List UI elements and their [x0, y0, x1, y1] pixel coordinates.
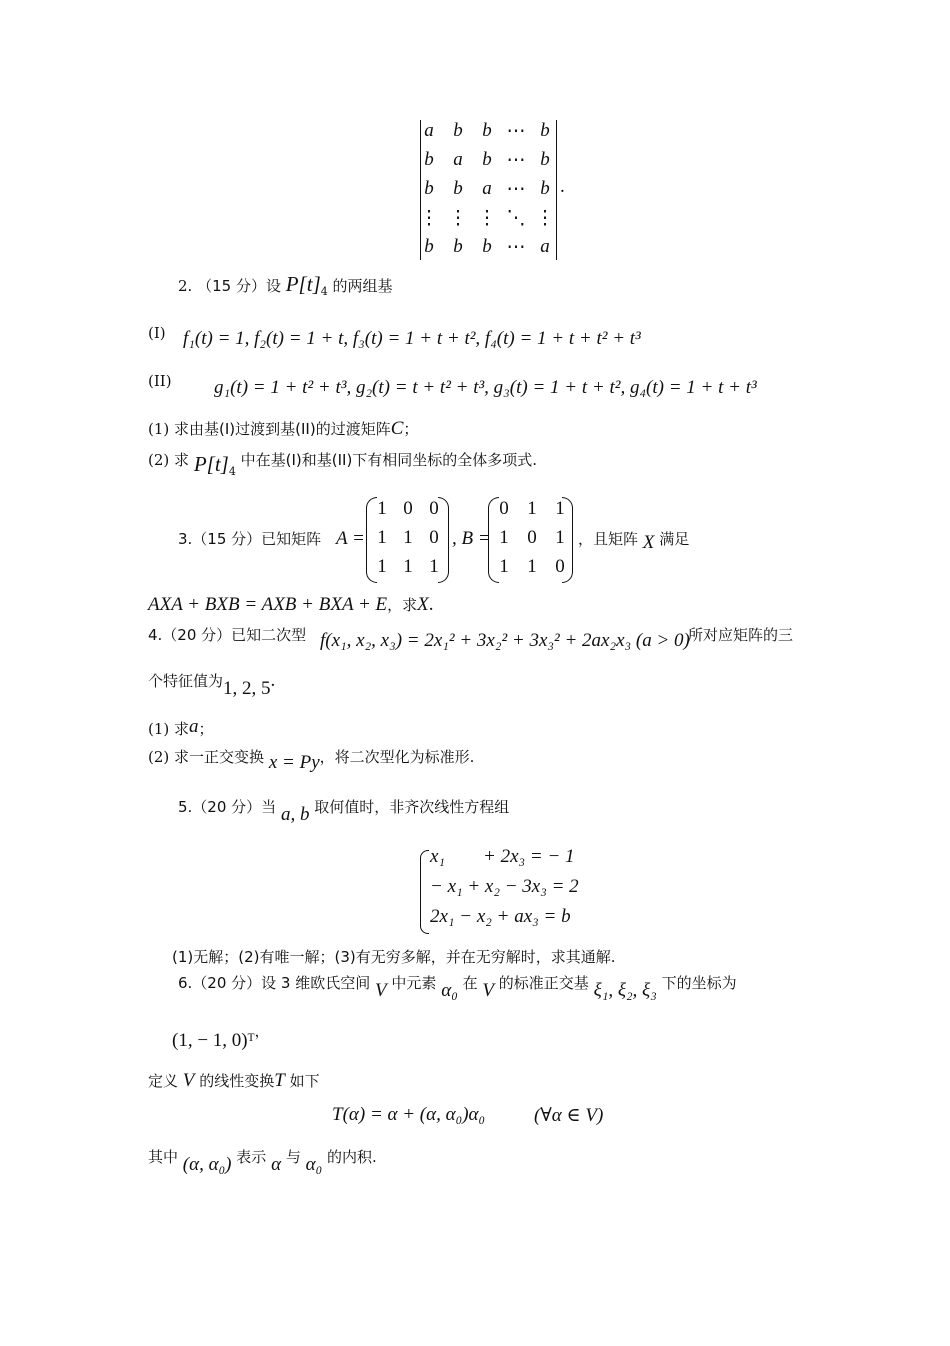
matrix-cell: 1: [403, 556, 413, 577]
q5-eq3: 2x₁ − x₂ + ax₃ = b: [430, 906, 571, 927]
q4-header-tail: 所对应矩阵的三: [688, 626, 794, 644]
q2-basis2-label: (II): [148, 372, 172, 390]
q2-header: 2. （15 分）设 $P[t]_4$ 的两组基: [178, 272, 393, 298]
matrix-cell: 1: [527, 498, 537, 519]
q6-coord-line: (1, − 1, 0)ᵀ，: [172, 1022, 270, 1051]
q2-space: P[t]: [285, 272, 321, 296]
q4-part2: (2) 求一正交变换 x = Py，将二次型化为标准形.: [148, 748, 475, 773]
det-cell: ⋯: [506, 150, 526, 171]
det-cell: a: [424, 120, 434, 141]
det-cell: ⋮: [419, 208, 439, 229]
det-period: .: [560, 176, 565, 197]
q5-brace: [420, 850, 429, 934]
det-cell: b: [424, 178, 434, 199]
det-cell: b: [482, 149, 492, 170]
det-cell: b: [424, 149, 434, 170]
det-cell: b: [540, 120, 550, 141]
determinant: [418, 118, 578, 263]
det-cell: ⋱: [506, 208, 526, 229]
det-cell: ⋯: [506, 179, 526, 200]
matrix-cell: 1: [499, 527, 509, 548]
det-cell: b: [482, 236, 492, 257]
matrix-cell: 1: [555, 527, 565, 548]
q3-equation-line: AXA + BXB = AXB + BXA + E，求X.: [148, 594, 434, 615]
matrix-cell: 0: [527, 527, 537, 548]
det-cell: ⋯: [506, 237, 526, 258]
matrix-cell: 1: [377, 527, 387, 548]
det-cell: ⋮: [477, 208, 497, 229]
q6-formula: T(α) = α + (α, α₀)α₀: [332, 1104, 486, 1125]
q6-header: 6.（20 分）设 3 维欧氏空间 V 中元素 α₀ 在 V 的标准正交基 ξ₁, ξ₂, ξ₃ 下的坐标为: [178, 974, 737, 1001]
q3-b-label: , B =: [452, 528, 491, 549]
matrix-cell: 0: [429, 498, 439, 519]
det-cell: ⋯: [506, 121, 526, 142]
q4-part1: (1) 求a；: [148, 716, 214, 738]
det-cell: a: [540, 236, 550, 257]
q5-header: 5.（20 分）当 a, b 取何值时，非齐次线性方程组: [178, 798, 510, 825]
q3-a-label: A =: [336, 528, 365, 549]
q5-parts: (1)无解；(2)有唯一解；(3)有无穷多解，并在无穷解时，求其通解.: [172, 948, 616, 966]
q5-eq1: x₁ + 2x₃ = − 1: [430, 846, 575, 867]
q3-header: 3.（15 分）已知矩阵: [178, 530, 322, 548]
matrix-cell: 1: [377, 498, 387, 519]
det-cell: b: [540, 149, 550, 170]
det-cell: b: [453, 178, 463, 199]
q2-basis2: g₁(t) = 1 + t² + t³, g₂(t) = t + t² + t³, g₃(t) = 1 + t + t², g₄(t) = 1 + t + t³: [214, 377, 757, 398]
det-cell: b: [453, 120, 463, 141]
det-cell: b: [482, 120, 492, 141]
matrix-cell: 1: [555, 498, 565, 519]
det-cell: a: [482, 178, 492, 199]
matrix-a: [366, 497, 450, 585]
matrix-cell: 1: [403, 527, 413, 548]
det-cell: b: [453, 236, 463, 257]
matrix-cell: 0: [429, 527, 439, 548]
q4-header: 4.（20 分）已知二次型: [148, 626, 307, 644]
q2-basis1: f₁(t) = 1, f₂(t) = 1 + t, f₃(t) = 1 + t + t², f₄(t) = 1 + t + t² + t³: [183, 328, 641, 349]
q2-part1: (1) 求由基(I)过渡到基(II)的过渡矩阵C；: [148, 418, 419, 439]
q6-note: 其中 (α, α₀) 表示 α 与 α₀ 的内积.: [148, 1148, 377, 1175]
matrix-cell: 1: [527, 556, 537, 577]
q6-definition: 定义 V 的线性变换T 如下: [148, 1070, 320, 1091]
q2-part2: (2) 求 $P[t]_4$ 中在基(I)和基(II)下有相同坐标的全体多项式.: [148, 451, 538, 478]
det-cell: b: [540, 178, 550, 199]
matrix-cell: 1: [499, 556, 509, 577]
det-cell: ⋮: [448, 208, 468, 229]
det-cell: a: [453, 149, 463, 170]
matrix-cell: 0: [403, 498, 413, 519]
q3-equation: AXA + BXB = AXB + BXA + E: [148, 594, 388, 615]
matrix-cell: 0: [499, 498, 509, 519]
q6-formula-cond: (∀α ∈ V): [534, 1105, 604, 1126]
q4-form: f(x₁, x₂, x₃) = 2x₁² + 3x₂² + 3x₃² + 2ax₂x₃ (a > 0): [320, 630, 690, 651]
q6-coord: (1, − 1, 0)ᵀ: [172, 1030, 255, 1051]
q5-eq2: − x₁ + x₂ − 3x₃ = 2: [430, 876, 579, 897]
q4-eigenvalues: 1, 2, 5: [223, 678, 271, 699]
q4-eigen-line: 个特征值为1, 2, 5.: [148, 670, 276, 699]
matrix-cell: 1: [429, 556, 439, 577]
matrix-b: [488, 497, 574, 585]
q2-basis1-label: (I): [148, 324, 166, 342]
matrix-cell: 1: [377, 556, 387, 577]
det-cell: ⋮: [535, 208, 555, 229]
q3-tail: ，且矩阵 X 满足: [578, 530, 690, 553]
det-cell: b: [424, 236, 434, 257]
matrix-cell: 0: [555, 556, 565, 577]
